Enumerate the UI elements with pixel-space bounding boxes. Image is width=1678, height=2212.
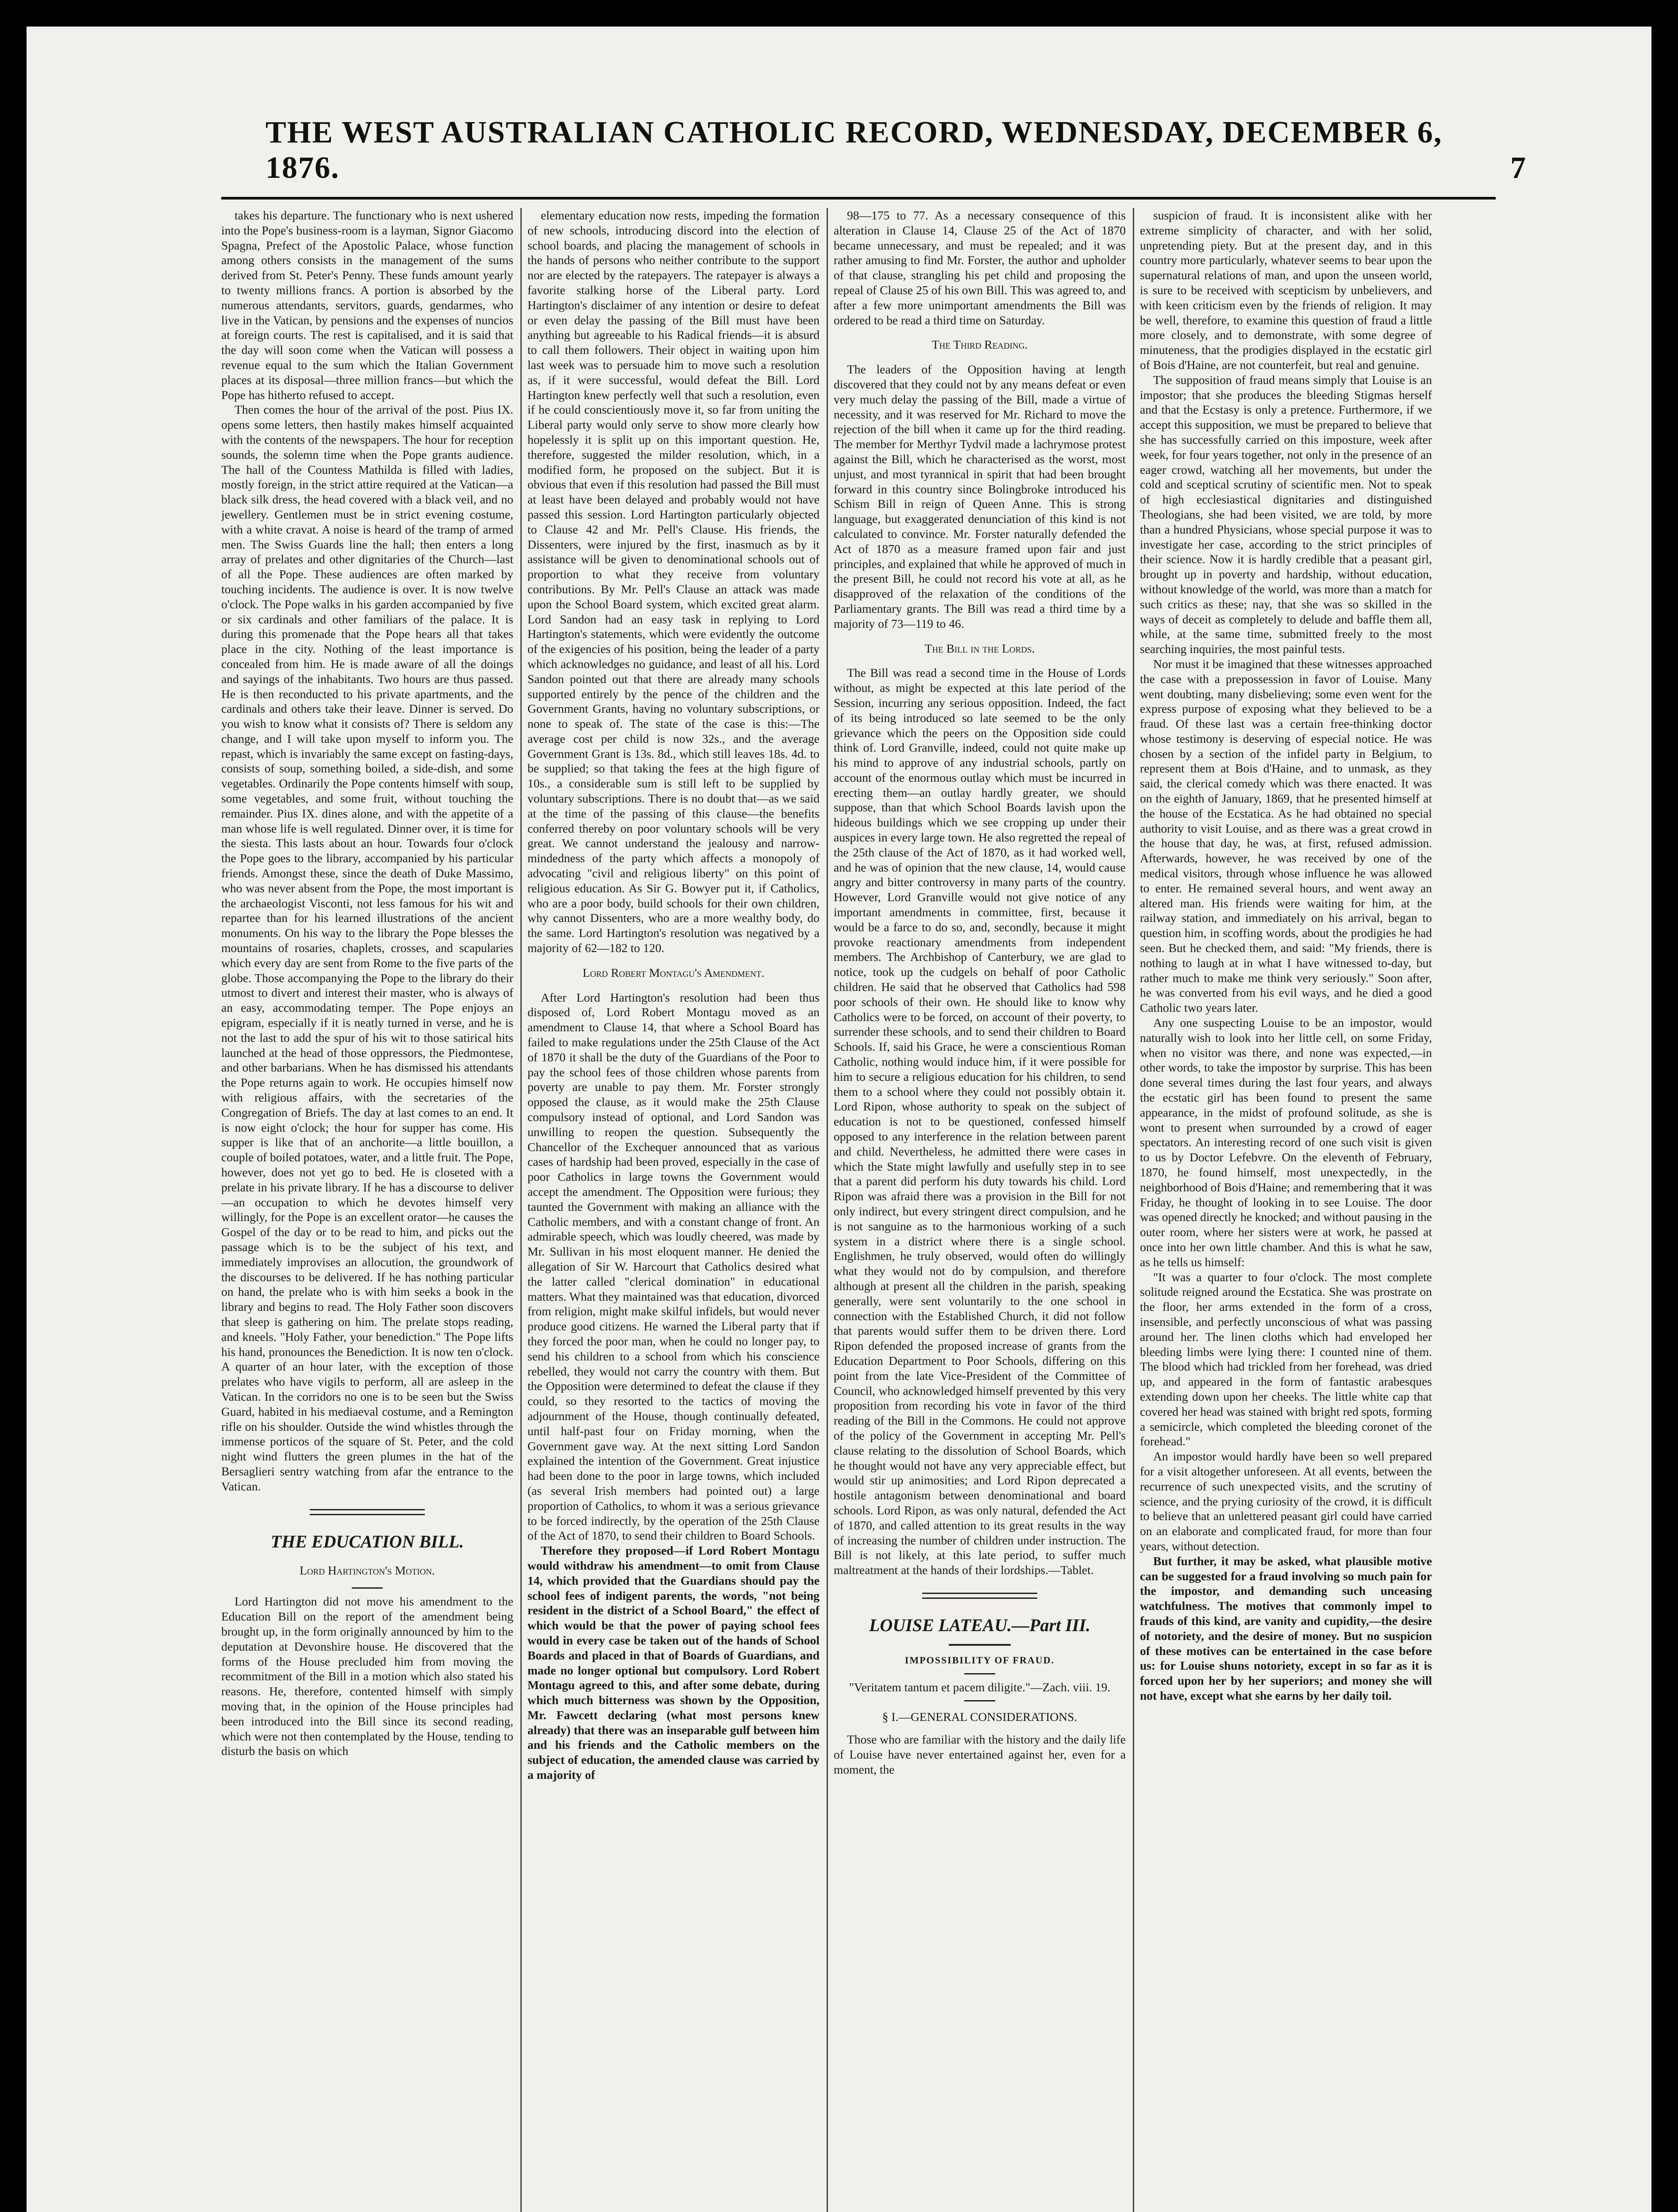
masthead-title: THE WEST AUSTRALIAN CATHOLIC RECORD, WEDNESDAY, DECEMBER 6, 1876. — [266, 115, 1443, 185]
divider — [352, 1587, 383, 1589]
education-paragraph-5: 98—175 to 77. As a necessary consequence of this alteration in Clause 14, Clause 25 of the Act of 1870 became unnecessary, and must be repealed; and it was rather amusing to find Mr. Forster, the author and upholder of that clause, strangling his pet child and proposing the repeal of Clause 25 of his own Bill. This was agreed to, and after a few more unimportant amendments the Bill was ordered to be read a third time on Saturday. — [834, 208, 1126, 327]
epigraph: "Veritatem tantum et pacem diligite."—Zach. viii. 19. — [849, 1680, 1111, 1694]
column-4 — [1140, 208, 1432, 2212]
column-3 — [834, 208, 1126, 2212]
education-paragraph-1: Lord Hartington did not move his amendment to the Education Bill on the report of the amendment being brought up, in the form originally announced by him to the deputation at Devonshire house. He discovered that the forms of the House precluded him from moving the recommitment of the Bill in a motion which also stated his reasons. He, therefore, contented himself with simply moving that, in the opinion of the House principles had been introduced into the Bill since its second reading, which were not then contemplated by the House, tending to disturb the basis on which — [221, 1594, 513, 1758]
column-1 — [221, 208, 513, 2212]
louise-paragraph-1: Those who are familiar with the history and the daily life of Louise have never entertained against her, even for a moment, the — [834, 1732, 1126, 1776]
vatican-paragraph-2: Then comes the hour of the arrival of the post. Pius IX. opens some letters, then hastily makes himself acquainted with the contents of the newspapers. The hour for reception sounds, the solemn time when the Pope grants audience. The hall of the Countess Mathilda is filled with ladies, mostly foreign, in the strict attire required at the Vatican—a black silk dress, the head covered with a black veil, and no jewellery. Gentlemen must be in strict evening costume, with a white cravat. A noise is heard of the tramp of armed men. The Swiss Guards line the hall; then enters a long array of prelates and other dignitaries of the Church—last of all the Pope. These audiences are often marked by touching incidents. The audience is over. It is now twelve o'clock. The Pope walks in his garden accompanied by five or six cardinals and other familiars of the palace. It is during this promenade that the Pope hears all that takes place in the city. Nothing of the least importance is concealed from him. He is made aware of all the doings and sayings of the inhabitants. Two hours are thus passed. He is then reconducted to his private apartments, and the cardinals and others take their leave. Dinner is served. Do you wish to know what it consists of? There is seldom any change, and I will take upon myself to inform you. The repast, which is invariably the same except on fasting-days, consists of soup, something boiled, a side-dish, and some vegetables. Ordinarily the Pope contents himself with soup, some vegetables, and some fruit, without touching the remainder. Pius IX. dines alone, and with the appetite of a man whose life is well regulated. Dinner over, it is time for the siesta. This lasts about an hour. Towards four o'clock the Pope goes to the library, accompanied by his particular friends. Amongst these, since the death of Duke Massimo, who was never absent from the Pope, the most important is the archaeologist Visconti, not less famous for his wit and repartee than for his learned illustrations of the ancient monuments. On his way to the library the Pope blesses the mountains of rosaries, chaplets, crosses, and scapularies which every day are sent from Rome to the five parts of the globe. Those accompanying the Pope to the library do their utmost to divert and interest their master, who is always of an easy, accommodating temper. The Pope enjoys an epigram, especially if it is neatly turned in verse, and he is not the last to add the spur of his wit to those satirical hits launched at the head of those oppressors, the Piedmontese, and other barbarians. When he has dismissed his attendants the Pope returns again to work. He occupies himself now with religious affairs, with the secretaries of the Congregation of Briefs. The day at last comes to an end. It is now eight o'clock; the hour for supper has come. His supper is like that of an anchorite—a little bouillon, a couple of boiled potatoes, water, and a little fruit. The Pope, however, does not yet go to bed. He is closeted with a prelate in his private library. If he has a discourse to deliver—an occupation to which he devotes himself very willingly, for the Pope is an excellent orator—he causes the Gospel of the day or to be read to him, and picks out the passage which is to be the subject of his text, and immediately improvises an allocution, the groundwork of the discourses to be delivered. If he has nothing particular on hand, the prelate who is with him seeks a book in the library and begins to read. The Holy Father soon discovers that sleep is gathering on him. The prelate stops reading, and kneels. "Holy Father, your benediction." The Pope lifts his hand, pronounces the Benediction. It is now ten o'clock. A quarter of an hour later, with the exception of those prelates who have vigils to perform, all are asleep in the Vatican. In the corridors no one is to be seen but the Swiss Guard, habited in his mediaeval costume, and a Remington rifle on his shoulder. Outside the wind whistles through the immense porticos of the square of St. Peter, and the cold night wind flutters the green plumes in the hat of the Bersaglieri sentry watching from afar the entrance to the Vatican. — [221, 403, 513, 1493]
scan-border-right — [1651, 0, 1678, 2212]
louise-paragraph-6: An impostor would hardly have been so well prepared for a visit altogether unforeseen. At all events, between the recurrence of such unexpected visits, and the scrutiny of science, and the prying curiosity of the crowd, it is difficult to believe that an unlettered peasant girl could have carried on an elaborate and complicated fraud, for more than four years, without detection. — [1140, 1449, 1432, 1553]
page-number: 7 — [1510, 151, 1527, 185]
article-title-louise-lateau: LOUISE LATEAU.—Part III. — [869, 1615, 1091, 1635]
education-paragraph-4: Therefore they proposed—if Lord Robert Montagu would withdraw his amendment—to omit from Clause 14, which provided that the Guardians should pay the school fees of indigent parents, the words, "not being resident in the district of a School Board," the effect of which would be that the power of paying school fees would in every case be taken out of the hands of School Boards and placed in that of Boards of Guardians, and made no longer optional but compulsory. Lord Robert Montagu agreed to this, and after some debate, during which much bitterness was shown by the Opposition, Mr. Fawcett declaring (what most persons knew already) that there was an inseparable gulf between him and his friends and the Catholic members on the subject of education, the amended clause was carried by a majority of — [527, 1544, 820, 1782]
louise-quotation: "It was a quarter to four o'clock. The most complete solitude reigned around the Ecstatica. She was prostrate on the floor, her arms extended in the form of a cross, insensible, and perfectly unconscious of what was passing around her. The linen cloths which had enveloped her bleeding limbs were lying there: I counted nine of them. The blood which had trickled from her forehead, was dried up, and appeared in the form of fantastic arabesques extending down upon her cheeks. The little white cap that covered her head was stained with bright red spots, forming a semicircle, which completed the bleeding coronet of the forehead." — [1140, 1270, 1432, 1448]
header-rule — [221, 197, 1496, 200]
scan-border-top — [0, 0, 1678, 27]
divider — [964, 1673, 995, 1674]
education-paragraph-3: After Lord Hartington's resolution had been thus disposed of, Lord Robert Montagu moved as an amendment to Clause 14, that where a School Board has failed to make regulations under the 25th Clause of the Act of 1870 it shall be the duty of the Guardians of the Poor to pay the school fees of those children whose parents from poverty are unable to pay them. Mr. Forster strongly opposed the clause, as it would make the 25th Clause compulsory instead of optional, and Lord Sandon was unwilling to reopen the question. Subsequently the Chancellor of the Exchequer announced that as various cases of hardship had been proved, especially in the case of poor Catholics in large towns the Government would accept the amendment. The Opposition were furious; they taunted the Government with making an alliance with the Catholic members, and with a constant change of front. An admirable speech, which was loudly cheered, was made by Mr. Sullivan in his most eloquent manner. He denied the allegation of Sir W. Harcourt that Catholics desired what the latter called "clerical domination" in educational matters. What they maintained was that education, divorced from religion, might make skilful infidels, but would never produce good citizens. He warned the Liberal party that if they forced the poor man, when he could no longer pay, to send his children to a school from which his conscience rebelled, they would not carry the country with them. But the Opposition were determined to defeat the clause if they could, so they resorted to the tactics of moving the adjournment of the House, though continually defeated, until half-past four on Friday morning, when the Government gave way. At the next sitting Lord Sandon explained the intention of the Government. Great injustice had been done to the poor in large towns, which included (as several Irish members had pointed out) a large proportion of Catholics, to whom it was a serious grievance to be forced indirectly, by the operation of the 25th Clause of the Act of 1870, to send their children to Board Schools. — [527, 990, 820, 1543]
education-paragraph-2: elementary education now rests, impeding the formation of new schools, introducing discord into the election of school boards, and placing the management of schools in the hands of persons who neither contribute to the support nor are elected by the ratepayers. The ratepayer is always a favorite stalking horse of the Liberal party. Lord Hartington's disclaimer of any intention or desire to defeat or even delay the passing of the Bill must have been anything but agreeable to his Radical friends—it is absurd to call them followers. Their object in waiting upon him last week was to persuade him to move such a resolution as, if it were successful, would defeat the Bill. Lord Hartington knew perfectly well that such a resolution, even if he could conscientiously move it, so far from uniting the Liberal party would only serve to show more clearly how hopelessly it is split up on this important question. He, therefore, suggested the milder resolution, which, in a modified form, he proposed on the subject. But it is obvious that even if this resolution had passed the Bill must at least have been delayed and probably would not have passed this session. Lord Hartington particularly objected to Clause 42 and Mr. Pell's Clause. His friends, the Dissenters, were injured by the first, inasmuch as by it assistance will be given to denominational schools out of proportion to what they receive from voluntary contributions. By Mr. Pell's Clause an attack was made upon the School Board system, which excited great alarm. Lord Sandon had an easy task in replying to Lord Hartington's statements, which were evidently the outcome of the exigencies of his position, being the leader of a party which acknowledges no guidance, and least of all his. Lord Sandon pointed out that there are already many schools supported entirely by the pence of the children and the Government Grants, having no voluntary subscriptions, or none to speak of. The state of the case is this:—The average cost per child is now 32s., and the average Government Grant is 13s. 8d., which still leaves 18s. 4d. to be supplied; so that taking the fees at the high figure of 10s., a considerable sum is still left to be supplied by voluntary subscriptions. There is no doubt that—as we said at the time of the passing of this clause—the benefits conferred thereby on poor voluntary schools will be very great. We cannot understand the jealousy and narrow-mindedness of the party which affects a monopoly of advocating "civil and religious liberty" on this point of religious education. As Sir G. Bowyer put it, if Catholics, who are a poor body, build schools for their own children, why cannot Dissenters, who are a more wealthy body, do the same. Lord Hartington's resolution was negatived by a majority of 62—182 to 120. — [527, 208, 820, 955]
education-paragraph-7: The Bill was read a second time in the House of Lords without, as might be expected at this late period of the Session, incurring any serious opposition. Indeed, the fact of its being introduced so late seemed to be the only grievance which the peers on the Opposition side could think of. Lord Granville, indeed, could not quite make up his mind to approve of any industrial schools, partly on account of the enormous outlay which must be incurred in erecting them—an outlay hardly greater, we should suppose, than that which School Boards lavish upon the hideous buildings which we see cropping up under their auspices in every large town. He also regretted the repeal of the 25th clause of the Act of 1870, as it had worked well, and he was of opinion that the new clause, 14, would cause angry and bitter controversy in many parts of the country. However, Lord Granville would not give notice of any important amendments in committee, first, because it would be a farce to do so, and, secondly, because it might provoke reactionary amendments from independent members. The Archbishop of Canterbury, we are glad to notice, took up the cudgels on behalf of poor Catholic children. He said that he observed that Catholics had 598 poor schools of their own. He should like to know why Catholics were to be forced, on account of their poverty, to surrender these schools, and to send their children to Board Schools. If, said his Grace, he were a conscientious Roman Catholic, nothing would induce him, if it were possible for him to secure a religious education for his children, to send them to a school where they could not possibly obtain it. Lord Ripon, whose authority to speak on the subject of education is not to be questioned, confessed himself opposed to any interference in the relation between parent and child. Nevertheless, he admitted there were cases in which the State might lawfully and usefully step in to see that a parent did perform his duty towards his child. Lord Ripon was afraid there was a provision in the Bill for not only indirect, but every stringent direct compulsion, and he is not sanguine as to the harmonious working of a such system in a district where there is a single school. Englishmen, he truly observed, would often do willingly what they would not do by compulsion, and therefore although at present all the children in the parish, speaking generally, were sent voluntarily to the one school in connection with the Established Church, it did not follow that parents would suffer them to be driven there. Lord Ripon defended the proposed increase of grants from the Education Department to Poor Schools, differing on this point from the late Vice-President of the Committee of Council, who acknowledged himself prevented by this very proposition from recording his vote in favor of the third reading of the Bill in the Commons. He could not approve of the policy of the Government in accepting Mr. Pell's clause relating to the dissolution of School Boards, which he thought would not have any very appreciable effect, but would stir up animosities; and Lord Ripon deprecated a hostile antagonism between denominational and board schools. Lord Ripon, as was only natural, defended the Act of 1870, and called attention to its great results in the way of increasing the number of children under instruction. The Bill is not likely, at this late period, to suffer much maltreatment at the hands of their lordships.—Tablet. — [834, 666, 1126, 1577]
subheading-bill-in-lords: The Bill in the Lords. — [924, 641, 1035, 655]
column-2 — [527, 208, 820, 2212]
section-divider — [922, 1593, 1037, 1599]
divider — [964, 1700, 995, 1701]
divider — [949, 1644, 1011, 1646]
vatican-paragraph-1: takes his departure. The functionary who is next ushered into the Pope's business-room is a layman, Signor Giacomo Spagna, Prefect of the Apostolic Palace, whose function among others consists in the management of the sums derived from St. Peter's Penny. These funds amount yearly to twenty millions francs. A portion is absorbed by the numerous attendants, servitors, guards, gendarmes, who live in the Vatican, by pensions and the expenses of nuncios at foreign courts. The rest is capitalised, and it is said that the day will soon come when the Vatican will possess a revenue equal to the sum which the Italian Government places at its disposal—three million francs—but which the Pope has hitherto refused to accept. — [221, 208, 513, 402]
subtitle-impossibility-of-fraud: IMPOSSIBILITY OF FRAUD. — [904, 1654, 1055, 1666]
column-rule — [1133, 208, 1134, 2212]
louise-paragraph-4: Nor must it be imagined that these witnesses approached the case with a prepossession in favor of Louise. Many went doubting, many disbelieving; some even went for the express purpose of exposing what they believed to be a fraud. Of these last was a certain free-thinking doctor whose testimony is deserving of especial notice. He was chosen by a section of the infidel party in Belgium, to represent them at Bois d'Haine, and to unmask, as they said, the clerical comedy which was there enacted. It was on the eighth of January, 1869, that he presented himself at the house of the Ecstatica. As he had obtained no special authority to visit Louise, and as there was a great crowd in the house that day, he was, at first, refused admission. Afterwards, however, he was received by one of the medical visitors, through whose influence he was allowed to enter. He remained several hours, and went away an altered man. His friends were waiting for him, at the railway station, and immediately on his arrival, began to question him, in scoffing words, about the prodigies he had seen. But he checked them, and said: "My friends, there is nothing to laugh at in what I have witnessed to-day, but rather much to make me think very seriously." Soon after, he was converted from his evil ways, and he died a good Catholic two years later. — [1140, 657, 1432, 1015]
education-paragraph-6: The leaders of the Opposition having at length discovered that they could not by any means defeat or even very much delay the passing of the Bill, made a virtue of necessity, and it was reserved for Mr. Richard to move the rejection of the bill when it came up for the third reading. The member for Merthyr Tydvil made a lachrymose protest against the Bill, which he characterised as the worst, most unjust, and most tyrannical in spirit that had been brought forward in this country since Bolingbroke introduced his Schism Bill in reign of Queen Anne. This is strong language, but exaggerated denunciation of this kind is not calculated to convince. Mr. Forster naturally defended the Act of 1870 as a measure framed upon fair and just principles, and explained that while he approved of much in the present Bill, he could not record his vote at all, as he disapproved of the relaxation of the conditions of the Parliamentary grants. The Bill was read a third time by a majority of 73—119 to 46. — [834, 362, 1126, 630]
column-rule — [520, 208, 522, 2212]
section-divider — [310, 1509, 425, 1515]
subheading-hartington-motion: Lord Hartington's Motion. — [300, 1563, 435, 1577]
article-title-education-bill: THE EDUCATION BILL. — [270, 1531, 464, 1551]
louise-paragraph-7: But further, it may be asked, what plausible motive can be suggested for a fraud involving so much pain for the impostor, and demanding such unceasing watchfulness. The motives that commonly impel to frauds of this kind, are vanity and cupidity,—the desire of notoriety, and the desire of money. But no suspicion of these motives can be entertained in the case before us: for Louise shuns notoriety, except in so far as it is forced upon her by her superiors; and money she will not have, except what she earns by her daily toil. — [1140, 1554, 1432, 1702]
louise-paragraph-3: The supposition of fraud means simply that Louise is an impostor; that she produces the bleeding Stigmas herself and that the Ecstasy is only a pretence. Furthermore, if we accept this supposition, we must be prepared to believe that she has successfully carried on this imposture, week after week, for four years together, not only in the presence of an eager crowd, watching all her movements, but under the cold and sceptical scrutiny of scientific men. Not to speak of high ecclesiastical dignitaries and distinguished Theologians, she had been visited, we are told, by more than a hundred Physicians, whose special purpose it was to investigate her case, according to the strict principles of their science. Now it is hardly credible that a peasant girl, brought up in poverty and hardship, without education, without knowledge of the world, was more than a match for such critics as these; nay, that she was so skilled in the ways of deceit as completely to delude and baffle them all, while, at the same time, submitted freely to the most searching inquiries, the most painful tests. — [1140, 373, 1432, 656]
scan-border-left — [0, 0, 27, 2212]
masthead — [266, 115, 1527, 186]
louise-paragraph-2: suspicion of fraud. It is inconsistent alike with her extreme simplicity of character, and with her solid, unpretending piety. But at the present day, and in this country more particularly, whatever seems to bear upon the supernatural relations of man, and upon the unseen world, is sure to be received with scepticism by unbelievers, and with keen criticism even by the friends of religion. It may be well, therefore, to examine this question of fraud a little more closely, and to demonstrate, with some degree of minuteness, that the prodigies displayed in the ecstatic girl of Bois d'Haine, are not counterfeit, but real and genuine. — [1140, 208, 1432, 372]
subheading-montagu-amendment: Lord Robert Montagu's Amendment. — [582, 965, 765, 979]
louise-paragraph-5: Any one suspecting Louise to be an impostor, would naturally wish to look into her little cell, on some Friday, when no visitor was there, and none was expected,—in other words, to take the impostor by surprise. This has been done several times during the last four years, and always the ecstatic girl has been found to present the same appearance, in the midst of profound solitude, as she is wont to present when surrounded by a crowd of eager spectators. An interesting record of one such visit is given to us by Doctor Lefebvre. On the eleventh of February, 1870, he found himself, most unexpectedly, in the neighborhood of Bois d'Haine; and remembering that it was Friday, he thought of looking in to see Louise. The door was opened directly he knocked; and without pausing in the outer room, where her sisters were at work, he passed at once into her own little chamber. And this is what he saw, as he tells us himself: — [1140, 1016, 1432, 1269]
column-rule — [827, 208, 828, 2212]
section-heading-general-considerations: § I.—GENERAL CONSIDERATIONS. — [882, 1709, 1078, 1724]
subheading-third-reading: The Third Reading. — [931, 338, 1028, 352]
